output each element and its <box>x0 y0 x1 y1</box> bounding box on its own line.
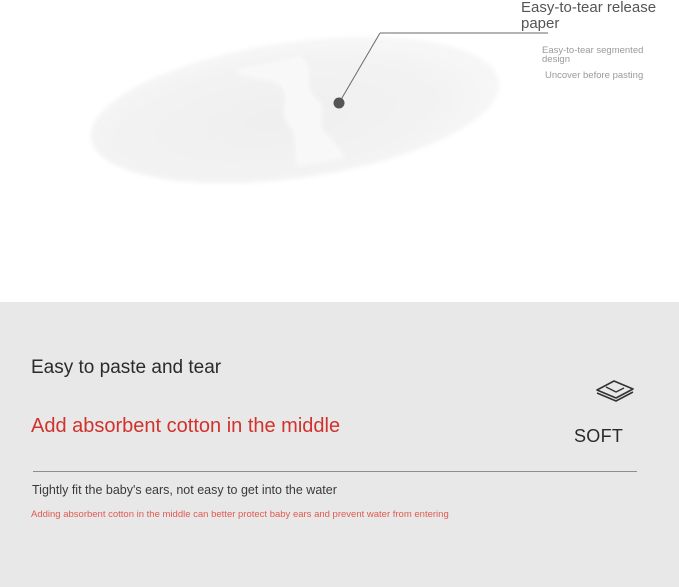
soft-label: SOFT <box>574 426 624 446</box>
feature-description-detail: Adding absorbent cotton in the middle can better protect baby ears and prevent water from entering <box>31 509 449 520</box>
folded-layers-icon <box>594 376 636 402</box>
feature-description-main: Tightly fit the baby's ears, not easy to get into the water <box>32 483 337 497</box>
callout-subtitle-uncover: Uncover before pasting <box>545 70 644 81</box>
feature-heading-paste: Easy to paste and tear <box>31 357 222 378</box>
callout-subtitle-segmented: Easy-to-tear segmented design <box>542 45 644 65</box>
feature-info-panel <box>0 302 679 587</box>
pointer-dot-icon <box>334 98 345 109</box>
feature-heading-cotton: Add absorbent cotton in the middle <box>31 415 341 437</box>
section-divider <box>33 471 637 472</box>
callout-title: Easy-to-tear release paper <box>521 0 657 32</box>
